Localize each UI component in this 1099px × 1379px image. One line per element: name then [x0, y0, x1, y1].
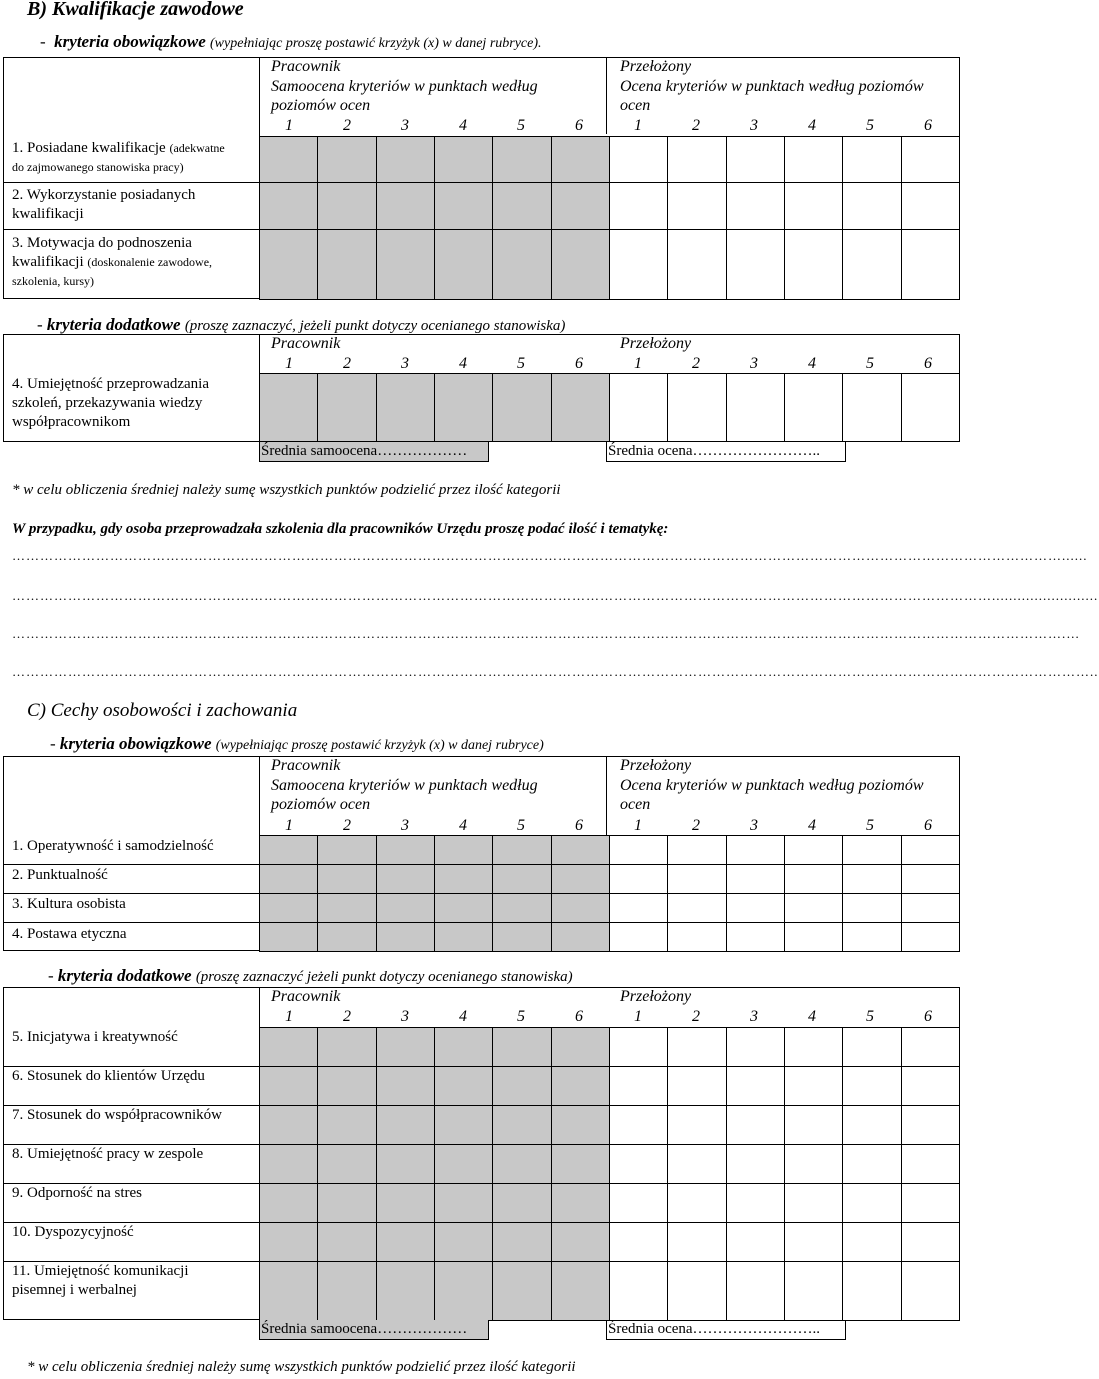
- score-cell[interactable]: [901, 894, 959, 923]
- score-cell[interactable]: [318, 137, 376, 183]
- score-cell[interactable]: [726, 230, 784, 300]
- section-b-title: B) Kwalifikacje zawodowe: [27, 0, 244, 20]
- score-cell[interactable]: [260, 1106, 318, 1145]
- score-cell[interactable]: [493, 1067, 551, 1106]
- score-cell[interactable]: [784, 1184, 842, 1223]
- score-cell[interactable]: [668, 894, 726, 923]
- score-cell[interactable]: [609, 1028, 667, 1067]
- score-cell[interactable]: [318, 230, 376, 300]
- score-cell[interactable]: [318, 183, 376, 230]
- score-cell[interactable]: [318, 923, 376, 952]
- score-cell[interactable]: [376, 137, 434, 183]
- score-cell[interactable]: [784, 894, 842, 923]
- score-grid-c-additional: [259, 1027, 960, 1321]
- score-cell[interactable]: [843, 1262, 901, 1321]
- footnote-c: * w celu obliczenia średniej należy sumę wszystkich punktów podzielić przez ilość kategorii: [27, 1359, 576, 1375]
- score-cell[interactable]: [434, 1028, 492, 1067]
- criterion-c-5: 5. Inicjatywa i kreatywność: [12, 1029, 178, 1045]
- employee-header: Pracownik: [271, 988, 341, 1005]
- score-cell[interactable]: [551, 374, 609, 442]
- employee-subheader-1: Samoocena kryteriów w punktach według: [271, 777, 538, 794]
- score-cell[interactable]: [376, 923, 434, 952]
- score-cell[interactable]: [726, 865, 784, 894]
- supervisor-header: Przełożony: [620, 757, 692, 774]
- section-b-mandatory-heading: [40, 32, 542, 52]
- score-cell[interactable]: [260, 865, 318, 894]
- score-cell[interactable]: [726, 894, 784, 923]
- score-cell[interactable]: [318, 1067, 376, 1106]
- criterion-c-9: 9. Odporność na stres: [12, 1185, 142, 1201]
- score-cell[interactable]: [434, 1262, 492, 1321]
- score-cell[interactable]: [376, 1028, 434, 1067]
- score-cell[interactable]: [493, 230, 551, 300]
- score-cell[interactable]: [609, 230, 667, 300]
- score-cell[interactable]: [609, 1223, 667, 1262]
- score-cell[interactable]: [784, 137, 842, 183]
- score-cell[interactable]: [318, 1028, 376, 1067]
- score-cell[interactable]: [434, 1106, 492, 1145]
- score-cell[interactable]: [901, 137, 959, 183]
- score-cell[interactable]: [901, 230, 959, 300]
- score-cell[interactable]: [551, 137, 609, 183]
- score-cell[interactable]: [493, 1106, 551, 1145]
- employee-subheader-1: Samoocena kryteriów w punktach według: [271, 78, 538, 95]
- score-cell[interactable]: [609, 1067, 667, 1106]
- score-cell[interactable]: [318, 1106, 376, 1145]
- score-cell[interactable]: [260, 923, 318, 952]
- score-cell[interactable]: [843, 923, 901, 952]
- score-cell[interactable]: [376, 230, 434, 300]
- criterion-b-2: 2. Wykorzystanie posiadanych kwalifikacji: [12, 187, 196, 222]
- score-cell[interactable]: [551, 923, 609, 952]
- score-cell[interactable]: [376, 865, 434, 894]
- score-cell[interactable]: [609, 894, 667, 923]
- score-cell[interactable]: [668, 1106, 726, 1145]
- score-cell[interactable]: [843, 374, 901, 442]
- score-cell[interactable]: [843, 894, 901, 923]
- score-cell[interactable]: [784, 923, 842, 952]
- score-cell[interactable]: [901, 183, 959, 230]
- criterion-c-11: 11. Umiejętność komunikacji pisemnej i werbalnej: [12, 1263, 189, 1298]
- score-cell[interactable]: [434, 183, 492, 230]
- score-cell[interactable]: [318, 1262, 376, 1321]
- score-cell[interactable]: [609, 374, 667, 442]
- score-cell[interactable]: [551, 865, 609, 894]
- score-cell[interactable]: [668, 1067, 726, 1106]
- supervisor-subheader-2: ocen: [620, 97, 651, 114]
- answer-line-4[interactable]: ……………………………………………………………………………………………………………………………………………………………………………………………………………..: [12, 664, 1099, 679]
- score-cell[interactable]: [260, 1184, 318, 1223]
- score-cell[interactable]: [376, 183, 434, 230]
- score-cell[interactable]: [493, 137, 551, 183]
- score-cell[interactable]: [609, 923, 667, 952]
- score-cell[interactable]: [493, 1223, 551, 1262]
- score-grid-b: [259, 136, 960, 300]
- score-cell[interactable]: [901, 1106, 959, 1145]
- criterion-b-4: 4. Umiejętność przeprowadzania szkoleń, przekazywania wiedzy współpracownikom: [12, 376, 209, 430]
- score-grid-c: [259, 835, 960, 952]
- score-cell[interactable]: [901, 1067, 959, 1106]
- score-cell[interactable]: [726, 137, 784, 183]
- score-cell[interactable]: [551, 230, 609, 300]
- dash: -: [40, 32, 46, 51]
- score-cell[interactable]: [668, 1145, 726, 1184]
- score-cell[interactable]: [668, 230, 726, 300]
- employee-subheader-2: poziomów ocen: [271, 97, 371, 114]
- score-cell[interactable]: [318, 836, 376, 865]
- score-cell[interactable]: [434, 923, 492, 952]
- criterion-c-8: 8. Umiejętność pracy w zespole: [12, 1146, 204, 1162]
- score-cell[interactable]: [434, 137, 492, 183]
- supervisor-average-label: Średnia ocena……………………..: [608, 1321, 821, 1337]
- score-cell[interactable]: [726, 836, 784, 865]
- score-cell[interactable]: [551, 836, 609, 865]
- score-cell[interactable]: [260, 230, 318, 300]
- score-cell[interactable]: [493, 894, 551, 923]
- score-cell[interactable]: [901, 923, 959, 952]
- employee-subheader-2: poziomów ocen: [271, 796, 371, 813]
- score-cell[interactable]: [551, 1262, 609, 1321]
- score-cell[interactable]: [668, 1028, 726, 1067]
- score-cell[interactable]: [609, 137, 667, 183]
- criterion-c-2: 2. Punktualność: [12, 867, 108, 883]
- score-cell[interactable]: [901, 1223, 959, 1262]
- score-cell[interactable]: [551, 1106, 609, 1145]
- score-cell[interactable]: [260, 894, 318, 923]
- score-cell[interactable]: [784, 183, 842, 230]
- score-cell[interactable]: [784, 1262, 842, 1321]
- score-cell[interactable]: [843, 1223, 901, 1262]
- score-cell[interactable]: [434, 1223, 492, 1262]
- score-cell[interactable]: [901, 1028, 959, 1067]
- score-cell[interactable]: [784, 1145, 842, 1184]
- criterion-c-1: 1. Operatywność i samodzielność: [12, 838, 214, 854]
- score-cell[interactable]: [901, 374, 959, 442]
- score-cell[interactable]: [609, 183, 667, 230]
- score-cell[interactable]: [376, 836, 434, 865]
- answer-line-1[interactable]: ………………………………………………………………………………………………………………………………………………………………………………………………………......: [12, 548, 1088, 563]
- section-b-additional-heading: - kryteria dodatkowe (proszę zaznaczyć, jeżeli punkt dotyczy ocenianego stanowiska): [37, 315, 566, 334]
- score-cell[interactable]: [668, 1184, 726, 1223]
- score-cell[interactable]: [493, 374, 551, 442]
- score-cell[interactable]: [784, 865, 842, 894]
- section-c-title: C) Cechy osobowości i zachowania: [27, 700, 298, 721]
- score-cell[interactable]: [434, 1145, 492, 1184]
- score-cell[interactable]: [843, 1067, 901, 1106]
- score-cell[interactable]: [260, 374, 318, 442]
- score-cell[interactable]: [493, 1262, 551, 1321]
- score-cell[interactable]: [726, 1067, 784, 1106]
- score-cell[interactable]: [784, 230, 842, 300]
- employee-header: Pracownik: [271, 335, 341, 352]
- score-cell[interactable]: [726, 1028, 784, 1067]
- score-cell[interactable]: [668, 1223, 726, 1262]
- score-cell[interactable]: [260, 1262, 318, 1321]
- mandatory-note: (wypełniając proszę postawić krzyżyk (x) w danej rubryce).: [210, 36, 542, 51]
- score-cell[interactable]: [784, 1106, 842, 1145]
- score-cell[interactable]: [551, 1067, 609, 1106]
- score-cell[interactable]: [493, 183, 551, 230]
- score-cell[interactable]: [551, 1028, 609, 1067]
- score-cell[interactable]: [318, 1184, 376, 1223]
- score-cell[interactable]: [376, 1223, 434, 1262]
- score-cell[interactable]: [726, 1106, 784, 1145]
- employee-header: Pracownik: [271, 757, 341, 774]
- score-cell[interactable]: [784, 1067, 842, 1106]
- score-cell[interactable]: [726, 183, 784, 230]
- score-cell[interactable]: [726, 923, 784, 952]
- score-cell[interactable]: [726, 1223, 784, 1262]
- answer-line-3[interactable]: ……………………………………………………………………………………………………………………………………………………………………………………………………….…: [12, 626, 1081, 641]
- score-cell[interactable]: [376, 1262, 434, 1321]
- score-cell[interactable]: [434, 230, 492, 300]
- score-cell[interactable]: [668, 183, 726, 230]
- criterion-c-4: 4. Postawa etyczna: [12, 926, 127, 942]
- score-cell[interactable]: [376, 1067, 434, 1106]
- score-cell[interactable]: [260, 137, 318, 183]
- score-cell[interactable]: [260, 1145, 318, 1184]
- score-cell[interactable]: [609, 865, 667, 894]
- mandatory-label: kryteria obowiązkowe: [54, 32, 206, 51]
- training-question: W przypadku, gdy osoba przeprowadzała szkolenia dla pracowników Urzędu proszę podać ilość i tematykę:: [12, 521, 669, 537]
- score-cell[interactable]: [901, 1184, 959, 1223]
- self-average-label: Średnia samoocena………………: [261, 1321, 468, 1337]
- scale-row: 1 2 3 4 5 6 1 2 3 4 5 6: [285, 1008, 932, 1025]
- score-cell[interactable]: [434, 865, 492, 894]
- score-cell[interactable]: [260, 836, 318, 865]
- score-cell[interactable]: [901, 1262, 959, 1321]
- score-cell[interactable]: [843, 183, 901, 230]
- score-cell[interactable]: [493, 1028, 551, 1067]
- scale-row: 1 2 3 4 5 6 1 2 3 4 5 6: [285, 355, 932, 372]
- score-cell[interactable]: [843, 1145, 901, 1184]
- supervisor-header: Przełożony: [620, 988, 692, 1005]
- score-cell[interactable]: [609, 1184, 667, 1223]
- score-cell[interactable]: [668, 374, 726, 442]
- score-cell[interactable]: [726, 1262, 784, 1321]
- score-cell[interactable]: [493, 836, 551, 865]
- supervisor-subheader-1: Ocena kryteriów w punktach według poziomów: [620, 78, 924, 95]
- score-cell[interactable]: [493, 865, 551, 894]
- score-cell[interactable]: [318, 1223, 376, 1262]
- score-cell[interactable]: [551, 894, 609, 923]
- score-cell[interactable]: [260, 1223, 318, 1262]
- answer-line-2[interactable]: ………………………………………………………………………………………………………………………………………………………………………………………….........................: [12, 588, 1099, 603]
- score-cell[interactable]: [843, 137, 901, 183]
- footnote-b: * w celu obliczenia średniej należy sumę wszystkich punktów podzielić przez ilość kategorii: [12, 482, 561, 498]
- score-cell[interactable]: [668, 1262, 726, 1321]
- score-cell[interactable]: [609, 836, 667, 865]
- score-cell[interactable]: [609, 1106, 667, 1145]
- score-cell[interactable]: [843, 1028, 901, 1067]
- score-cell[interactable]: [668, 137, 726, 183]
- score-cell[interactable]: [784, 374, 842, 442]
- score-grid-b-additional: [259, 373, 960, 442]
- section-c-additional-heading: - kryteria dodatkowe (proszę zaznaczyć jeżeli punkt dotyczy ocenianego stanowiska): [48, 966, 573, 985]
- score-cell[interactable]: [434, 1067, 492, 1106]
- score-cell[interactable]: [318, 374, 376, 442]
- supervisor-average-label: Średnia ocena……………………..: [608, 443, 821, 459]
- score-cell[interactable]: [726, 374, 784, 442]
- score-cell[interactable]: [609, 1145, 667, 1184]
- scale-row: 1 2 3 4 5 6 1 2 3 4 5 6: [285, 817, 932, 834]
- score-cell[interactable]: [843, 1184, 901, 1223]
- supervisor-header: Przełożony: [620, 335, 692, 352]
- score-cell[interactable]: [434, 836, 492, 865]
- employee-header: Pracownik: [271, 58, 341, 75]
- score-cell[interactable]: [376, 894, 434, 923]
- score-cell[interactable]: [843, 836, 901, 865]
- criterion-c-3: 3. Kultura osobista: [12, 896, 126, 912]
- score-cell[interactable]: [493, 1145, 551, 1184]
- score-cell[interactable]: [668, 865, 726, 894]
- score-cell[interactable]: [843, 865, 901, 894]
- scale-row: 1 2 3 4 5 6 1 2 3 4 5 6: [285, 117, 932, 134]
- supervisor-subheader-1: Ocena kryteriów w punktach według poziomów: [620, 777, 924, 794]
- score-cell[interactable]: [376, 1184, 434, 1223]
- score-cell[interactable]: [376, 374, 434, 442]
- score-cell[interactable]: [843, 1106, 901, 1145]
- supervisor-header: Przełożony: [620, 58, 692, 75]
- score-cell[interactable]: [726, 1184, 784, 1223]
- score-cell[interactable]: [726, 1145, 784, 1184]
- score-cell[interactable]: [434, 374, 492, 442]
- section-c-mandatory-heading: - kryteria obowiązkowe (wypełniając proszę postawić krzyżyk (x) w danej rubryce): [50, 734, 544, 753]
- criterion-c-7: 7. Stosunek do współpracowników: [12, 1107, 222, 1123]
- score-cell[interactable]: [260, 1028, 318, 1067]
- score-cell[interactable]: [843, 230, 901, 300]
- score-cell[interactable]: [609, 1262, 667, 1321]
- score-cell[interactable]: [551, 1145, 609, 1184]
- supervisor-subheader-2: ocen: [620, 796, 651, 813]
- score-cell[interactable]: [784, 1223, 842, 1262]
- score-cell[interactable]: [901, 1145, 959, 1184]
- score-cell[interactable]: [784, 836, 842, 865]
- score-cell[interactable]: [318, 1145, 376, 1184]
- score-cell[interactable]: [551, 1223, 609, 1262]
- criterion-c-6: 6. Stosunek do klientów Urzędu: [12, 1068, 205, 1084]
- score-cell[interactable]: [901, 865, 959, 894]
- criterion-b-1: 1. Posiadane kwalifikacje (adekwatne do zajmowanego stanowiska pracy): [12, 140, 225, 174]
- score-cell[interactable]: [318, 865, 376, 894]
- score-cell[interactable]: [318, 894, 376, 923]
- score-cell[interactable]: [376, 1106, 434, 1145]
- score-cell[interactable]: [668, 836, 726, 865]
- score-cell[interactable]: [551, 1184, 609, 1223]
- score-cell[interactable]: [784, 1028, 842, 1067]
- score-cell[interactable]: [551, 183, 609, 230]
- score-cell[interactable]: [260, 1067, 318, 1106]
- score-cell[interactable]: [376, 1145, 434, 1184]
- criterion-b-3: 3. Motywacja do podnoszenia kwalifikacji (doskonalenie zawodowe, szkolenia, kursy): [12, 235, 213, 288]
- criterion-c-10: 10. Dyspozycyjność: [12, 1224, 134, 1240]
- score-cell[interactable]: [434, 1184, 492, 1223]
- score-cell[interactable]: [493, 923, 551, 952]
- score-cell[interactable]: [260, 183, 318, 230]
- score-cell[interactable]: [668, 923, 726, 952]
- score-cell[interactable]: [434, 894, 492, 923]
- score-cell[interactable]: [493, 1184, 551, 1223]
- self-average-label: Średnia samoocena………………: [261, 443, 468, 459]
- score-cell[interactable]: [901, 836, 959, 865]
